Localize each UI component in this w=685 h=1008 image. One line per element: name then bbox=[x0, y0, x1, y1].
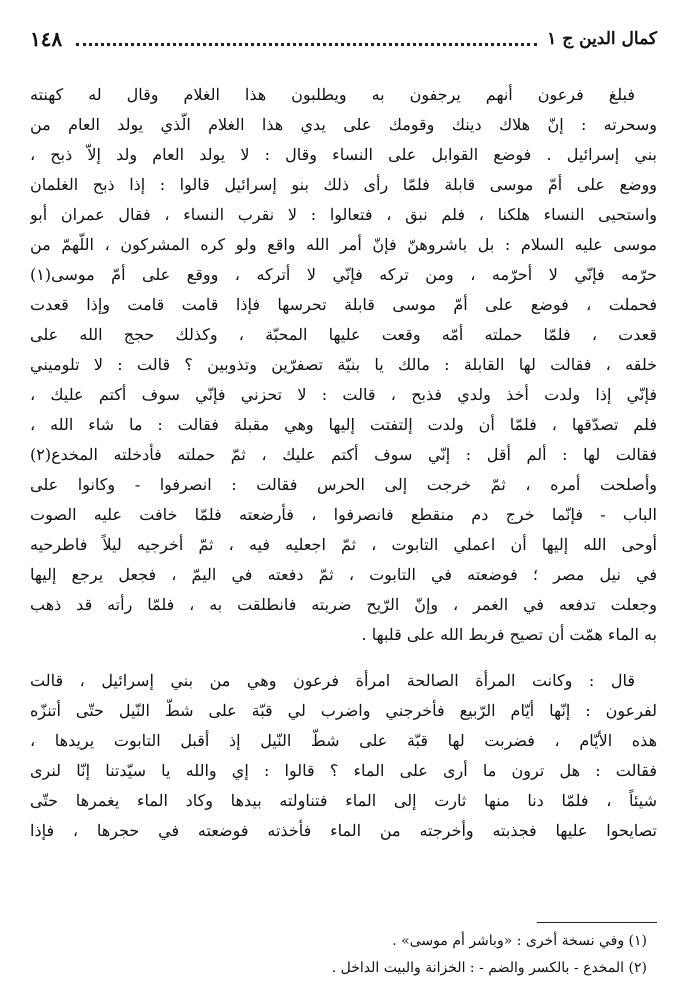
text-line: موسى عليه السلام : بل باشروهنّ فإنّ أمر الله واقع ولو كره المشركون ، اللّهمّ من bbox=[30, 235, 657, 254]
text-line: في نيل مصر ؛ فوضعته في التابوت ، ثمّ دفعته في اليمّ ، فجعل يرجع إليها bbox=[30, 565, 657, 584]
text-line: شيئاً ، فلمّا دنا منها ثارت إلى الماء فتناولته بيدها وكاد الماء يغمرها حتّى bbox=[30, 791, 657, 810]
text-line: فحملت ، فوضع على أمّ موسى قابلة تحرسها فإذا قامت قامت وإذا قعدت bbox=[30, 295, 657, 314]
text-line: وسحرته : إنّ هلاك دينك وقومك على يدي هذا الغلام الّذي يولد العام من bbox=[30, 115, 657, 134]
paragraph-spacer bbox=[30, 650, 657, 666]
book-title: كمال الدين ج ١ bbox=[547, 29, 657, 49]
page-header bbox=[30, 22, 657, 56]
text-line: تصايحوا عليها فجذبته وأخرجته من الماء فأخذته فوضعته في حجرها ، فإذا bbox=[30, 821, 657, 840]
text-line: بني إسرائيل . فوضع القوابل على النساء وقال : لا يولد العام ولد إلاّ ذبح ، bbox=[30, 145, 657, 164]
paragraph bbox=[30, 666, 657, 846]
text-line: وجعلت تدفعه في الغمر ، وإنّ الرّيح ضربته فانطلقت به ، فلمّا رأته قد ذهب bbox=[30, 595, 657, 614]
footnote: (١) وفي نسخة أخرى : «وباشر أم موسى» . bbox=[392, 933, 647, 949]
text-line: فقالت : هل ترون ما أرى على الماء ؟ قالوا : إي والله يا سيّدتنا إنّا لنرى bbox=[30, 761, 657, 780]
text-line: فلم تصدّقها ، فلمّا أن ولدت إلتفتت إليها وهي مقبلة فقالت : ما شاء الله ، bbox=[30, 415, 657, 434]
text-line: واستحيى النساء هلكنا ، فلم نبق ، فتعالوا : لا نقرب النساء ، فقال عمران أبو bbox=[30, 205, 657, 224]
page-number: ١٤٨ bbox=[30, 27, 63, 51]
text-line: حرّمه فإنّي لا أحرّمه ، ومن تركه فإنّي لا أتركه ، ووقع على أمّ موسى(١) bbox=[30, 265, 657, 284]
paragraph bbox=[30, 80, 657, 650]
main-text bbox=[30, 80, 657, 846]
text-line: خلقه ، فقالت لها القابلة : مالك يا بنيّة تصفرّين وتذوبين ؟ قالت : لا تلوميني bbox=[30, 355, 657, 374]
footnote: (٢) المخدع - بالكسر والضم - : الخزانة والبيت الداخل . bbox=[331, 960, 647, 976]
text-line: لفرعون : إنّها أيّام الرّبيع فأخرجني واضرب لي قبّة على شطّ النّيل حتّى أتنزّه bbox=[30, 701, 657, 720]
text-line: به الماء همّت أن تصيح فربط الله على قلبها . bbox=[361, 625, 657, 644]
text-line: قال : وكانت المرأة الصالحة امرأة فرعون وهي من بني إسرائيل ، قالت bbox=[30, 671, 635, 690]
text-line: قعدت ، فلمّا حملته أمّه وقعت عليها المحبّة ، وكذلك حجج الله على bbox=[30, 325, 657, 344]
text-line: ووضع على أمّ موسى قابلة فلمّا رأى ذلك بنو إسرائيل قالوا : إذا ذبح الغلمان bbox=[30, 175, 657, 194]
header-dotted-leader bbox=[76, 43, 537, 46]
text-line: فبلغ فرعون أنهم يرجفون به ويطلبون هذا الغلام وقال له كهنته bbox=[30, 85, 635, 104]
footnotes bbox=[30, 928, 657, 982]
text-line: أوحى الله إليها أن اعملي التابوت ، ثمّ اجعليه فيه ، ثمّ أخرجيه ليلاً فاطرحيه bbox=[30, 535, 657, 554]
text-line: فقالت لها : ألم أقل : إنّي سوف أكتم عليك ، ثمّ حملته فأدخلته المخدع(٢) bbox=[30, 445, 657, 464]
text-line: فإنّي إذا ولدت أخذ ولدي فذبح ، قالت : لا تحزني فإنّي سوف أكتم عليك ، bbox=[30, 385, 657, 404]
text-line: الباب - فإنّما خرج دم منقطع فانصرفوا ، فأرضعته فلمّا خافت عليه الصوت bbox=[30, 505, 657, 524]
text-line: هذه الأيّام ، فضربت لها قبّة على شطّ النّيل إذ أقبل التابوت يريدها ، bbox=[30, 731, 657, 750]
text-line: وأصلحت أمره ، ثمّ خرجت إلى الحرس فقالت : انصرفوا - وكانوا على bbox=[30, 475, 657, 494]
footnote-separator bbox=[537, 922, 657, 923]
